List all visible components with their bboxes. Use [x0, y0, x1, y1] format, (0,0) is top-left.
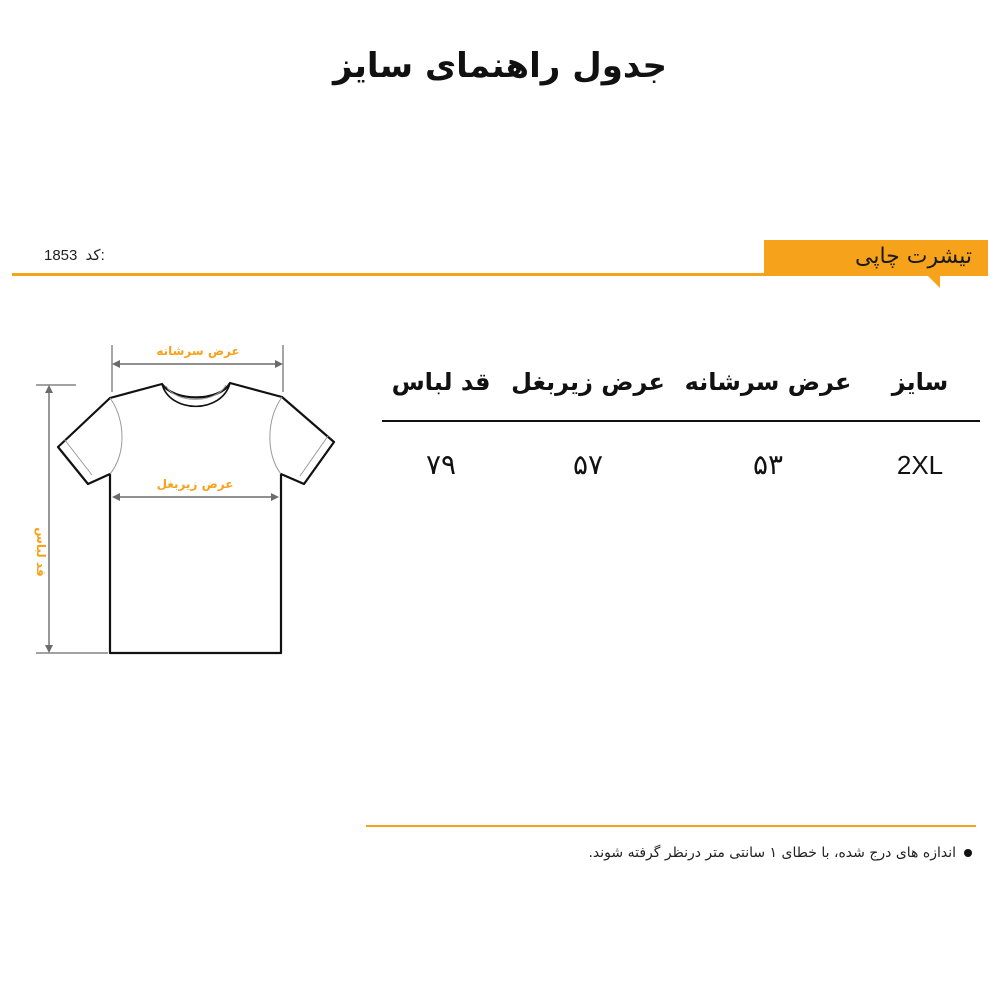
collar-outline	[162, 383, 230, 406]
left-sleeve-seam	[110, 398, 122, 474]
footer-divider	[366, 825, 976, 827]
chest-label: عرض زیربغل	[156, 477, 234, 491]
tshirt-outline	[58, 383, 334, 653]
cell-length: ۷۹	[425, 448, 457, 481]
chest-arrow-right	[271, 493, 279, 501]
tshirt-diagram	[0, 330, 360, 670]
page-title: جدول راهنمای سایز	[333, 46, 667, 86]
header-size: سایز	[891, 368, 949, 396]
shoulder-arrow-left	[112, 360, 120, 368]
product-tag-tail	[928, 276, 940, 288]
table-header-row	[382, 360, 980, 404]
bullet-icon	[964, 849, 972, 857]
chest-arrow-left	[112, 493, 120, 501]
right-sleeve-seam	[270, 397, 282, 474]
header-chest: عرض زیربغل	[511, 368, 665, 396]
product-name: تیشرت چاپی	[855, 244, 972, 269]
product-code	[44, 246, 105, 264]
product-tag	[764, 240, 988, 276]
length-arrow-bottom	[45, 645, 53, 653]
header-length: قد لباس	[391, 368, 491, 396]
table-row	[382, 422, 980, 488]
measurement-note	[588, 845, 972, 861]
shoulder-label: عرض سرشانه	[156, 344, 240, 358]
header-shoulder: عرض سرشانه	[684, 368, 852, 396]
product-code-label: کد:	[85, 247, 105, 264]
left-cuff	[64, 439, 92, 475]
shoulder-arrow-right	[275, 360, 283, 368]
length-arrow-top	[45, 385, 53, 393]
cell-shoulder: ۵۳	[752, 448, 784, 481]
cell-size: 2XL	[896, 450, 944, 480]
length-label: قد لباس	[34, 527, 48, 577]
size-table	[382, 360, 980, 488]
cell-chest: ۵۷	[572, 448, 604, 481]
note-text: اندازه های درج شده، با خطای ۱ سانتی متر درنظر گرفته شوند.	[588, 845, 956, 861]
product-code-value: 1853	[44, 247, 78, 264]
